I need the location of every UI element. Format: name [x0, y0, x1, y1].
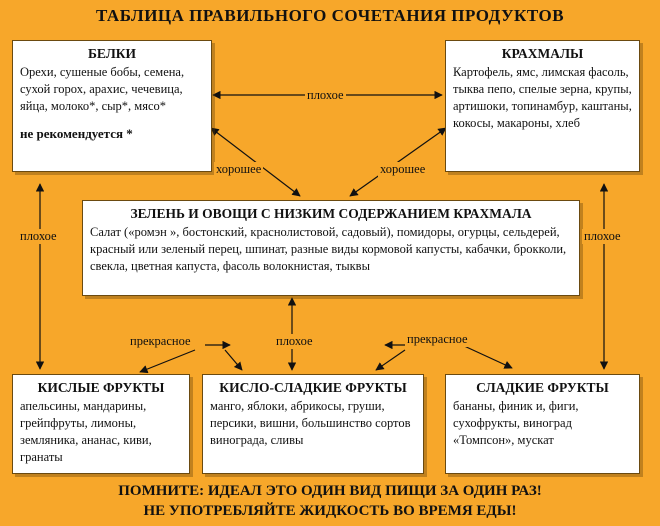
- greens-heading: ЗЕЛЕНЬ И ОВОЩИ С НИЗКИМ СОДЕРЖАНИЕМ КРАХМАЛА: [130, 206, 532, 221]
- starches-items: Картофель, ямс, лимская фасоль, тыква пепо, спелые зерна, крупы, артишоки, топинамбур, каштаны, кокосы, макароны, хлеб: [453, 65, 632, 130]
- arrow-greens-sweet: [462, 345, 512, 368]
- proteins-heading: БЕЛКИ: [87, 46, 137, 61]
- starches-heading: КРАХМАЛЫ: [501, 46, 584, 61]
- sweet-fruits-heading: СЛАДКИЕ ФРУКТЫ: [476, 380, 609, 395]
- sour-fruits-box: [12, 374, 190, 474]
- label-starches-sweet: плохое: [584, 229, 621, 243]
- proteins-warning: не рекомендуется *: [20, 126, 133, 141]
- label-greens-sour: прекрасное: [130, 334, 191, 348]
- sour-fruits-items: апельсины, мандарины, грейпфруты, лимоны, земляника, ананас, киви, гранаты: [20, 399, 152, 464]
- footer-line-2: НЕ УПОТРЕБЛЯЙТЕ ЖИДКОСТЬ ВО ВРЕМЯ ЕДЫ!: [143, 503, 517, 519]
- sweet-fruits-items: бананы, финик и, фиги, сухофрукты, виноград «Томпсон», мускат: [453, 399, 579, 447]
- sweet-fruits-box: [445, 374, 640, 474]
- proteins-items: Орехи, сушеные бобы, семена, сухой горох, арахис, чечевица, яйца, молоко*, сыр*, мясо*: [20, 65, 185, 113]
- sour-fruits-heading: КИСЛЫЕ ФРУКТЫ: [37, 380, 165, 395]
- footer-line-1: ПОМНИТЕ: ИДЕАЛ ЭТО ОДИН ВИД ПИЩИ ЗА ОДИН РАЗ!: [118, 483, 542, 499]
- semi-sweet-fruits-heading: КИСЛО-СЛАДКИЕ ФРУКТЫ: [219, 380, 407, 395]
- label-starches-greens: хорошее: [380, 162, 426, 176]
- label-greens-sweet: прекрасное: [407, 332, 468, 346]
- semi-sweet-fruits-box: [202, 374, 424, 474]
- page-title: ТАБЛИЦА ПРАВИЛЬНОГО СОЧЕТАНИЯ ПРОДУКТОВ: [95, 6, 565, 25]
- arrow-greens-sour: [140, 350, 195, 372]
- semi-sweet-fruits-items: манго, яблоки, абрикосы, груши, персики, вишни, большинство сортов винограда, сливы: [210, 399, 411, 447]
- greens-items: Салат («ромэн », бостонский, краснолистовой, садовый), помидоры, огурцы, сельдерей, красный или зеленый перец, шпинат, разные виды кормовой капусты, кабачки, брокколи, свекла, цветная капуста, фасоль волокнистая, тыквы: [90, 225, 567, 273]
- arrow-greens-semi-sweet: [225, 350, 242, 370]
- proteins-box: [12, 40, 212, 172]
- label-proteins-greens: хорошее: [216, 162, 262, 176]
- starches-box: [445, 40, 640, 172]
- label-greens-semi: плохое: [276, 334, 313, 348]
- greens-box: [82, 200, 580, 296]
- footer: [0, 481, 660, 521]
- label-proteins-sour: плохое: [20, 229, 57, 243]
- label-proteins-starches: плохое: [307, 88, 344, 102]
